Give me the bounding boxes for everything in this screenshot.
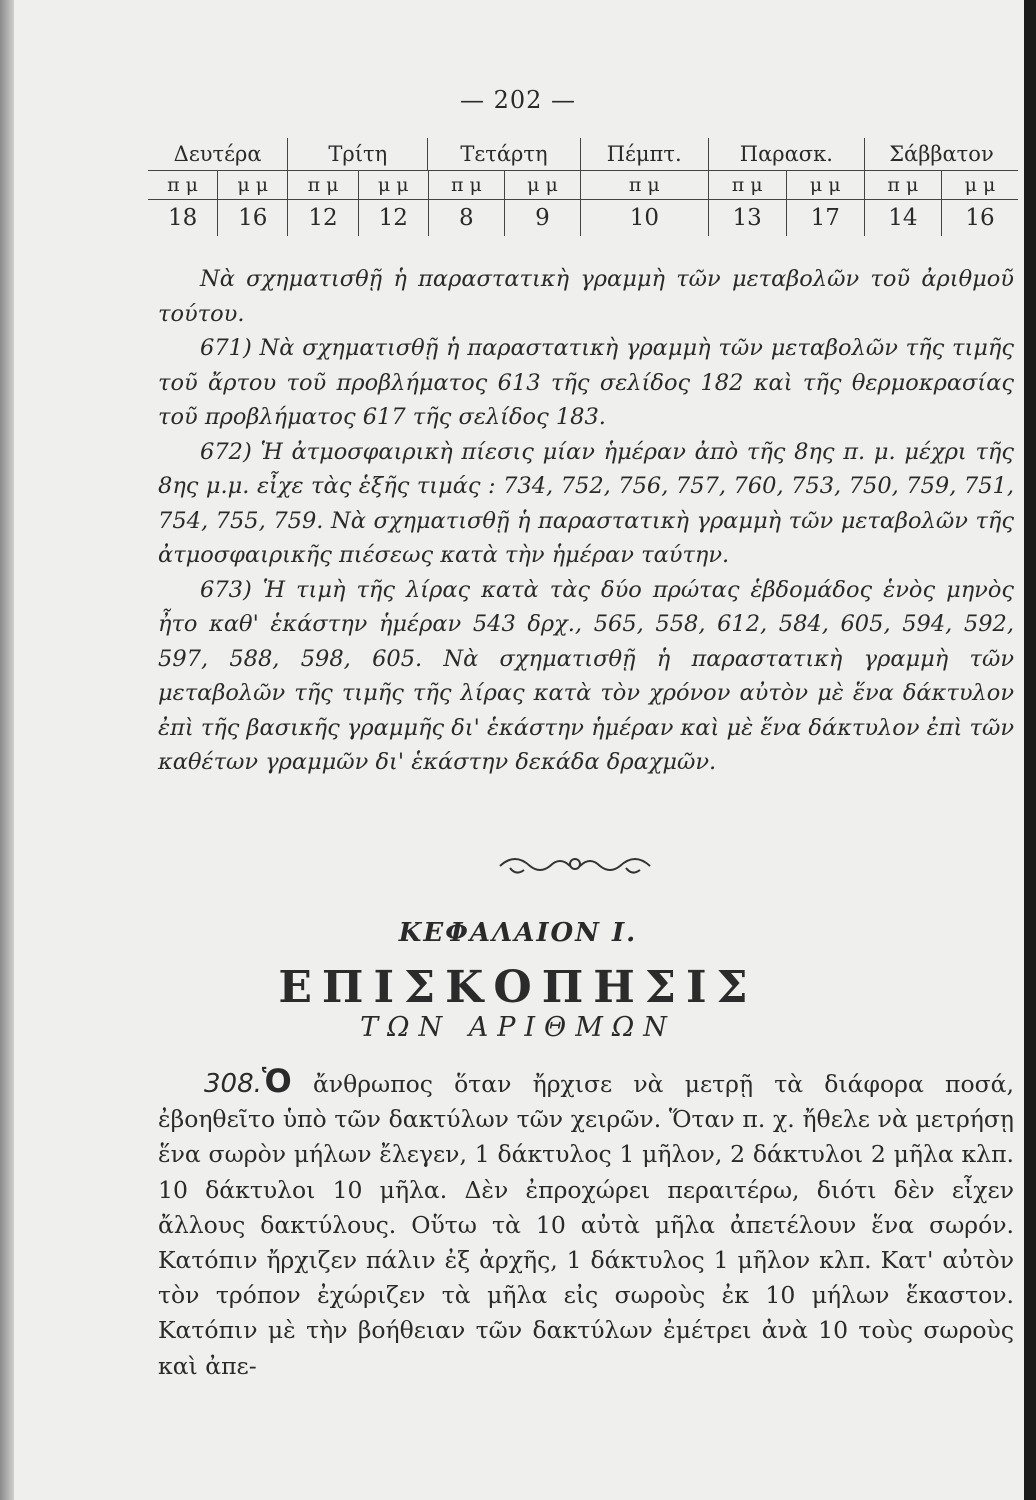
table-cell: 12 [359, 200, 429, 236]
pressure-table [148, 138, 1018, 236]
time-label: μ μ [359, 171, 429, 199]
table-subheader-row [148, 171, 1018, 200]
exercise-671: 671) Νὰ σχηματισθῇ ἡ παραστατικὴ γραμμὴ τῶν μεταβολῶν τῆς τιμῆς τοῦ ἄρτου τοῦ προβλήματος 613 τῆς σελίδος 182 καὶ τῆς θερμοκρασίας τοῦ προβλήματος 617 τῆς σελίδος 183. [158, 335, 1014, 430]
day-header: Παρασκ. [709, 138, 865, 170]
intro-paragraph: Νὰ σχηματισθῇ ἡ παραστατικὴ γραμμὴ τῶν μεταβολῶν τοῦ ἀριθμοῦ τούτου. [158, 266, 1014, 327]
day-header: Σάββατον [889, 142, 994, 166]
table-cell: 14 [865, 200, 942, 236]
time-label: π μ [148, 171, 218, 199]
table-cell: 9 [505, 200, 581, 236]
day-header: Τετάρτη [428, 138, 580, 170]
section-number: 308. [204, 1069, 262, 1099]
table-cell: 18 [148, 200, 218, 236]
chapter-subtitle: ΤΩΝ ΑΡΙΘΜΩΝ [360, 1012, 676, 1043]
table-cell: 16 [218, 200, 288, 236]
table-cell: 13 [709, 200, 787, 236]
table-cell: 8 [429, 200, 505, 236]
ornament-divider-icon [440, 842, 710, 886]
section-paragraph [158, 1064, 1014, 1384]
chapter-heading: ΚΕΦΑΛΑΙΟΝ Ι. [398, 918, 638, 948]
scan-border [1024, 0, 1036, 1500]
time-label: μ μ [218, 171, 288, 199]
drop-cap: Ὁ [261, 1062, 292, 1100]
time-label: π μ [865, 171, 942, 199]
table-cell: 16 [965, 205, 995, 231]
exercise-673: 673) Ἡ τιμὴ τῆς λίρας κατὰ τὰς δύο πρώτας ἑβδομάδος ἑνὸς μηνὸς ἦτο καθ' ἑκάστην ἡμέραν 543 δρχ., 565, 558, 612, 584, 605, 594, 592, 597, 588, 598, 605. Νὰ σχηματισθῇ ἡ παραστατικὴ γραμμὴ τῶν μεταβολῶν τῆς τιμῆς τῆς λίρας κατὰ τὸν χρόνον αὐτὸν μὲ ἕνα δάκτυλον ἐπὶ τῆς βασικῆς γραμμῆς δι' ἑκάστην ἡμέραν καὶ μὲ ἕνα δάκτυλον ἐπὶ τῶν καθέτων γραμμῶν δι' ἑκάστην δεκάδα δραχμῶν. [158, 576, 1014, 775]
table-cell: 17 [787, 200, 865, 236]
section-308 [158, 1064, 1014, 1384]
time-label: π μ [709, 171, 787, 199]
page-edge-shadow [0, 0, 14, 1500]
day-header: Πέμπτ. [581, 138, 709, 170]
time-label: μ μ [505, 171, 581, 199]
exercise-672: 672) Ἡ ἀτμοσφαιρικὴ πίεσις μίαν ἡμέραν ἀπὸ τῆς 8ης π. μ. μέχρι τῆς 8ης μ.μ. εἶχε τὰς ἑξῆς τιμάς : 734, 752, 756, 757, 760, 753, 750, 759, 751, 754, 755, 759. Νὰ σχηματισθῇ ἡ παραστατικὴ γραμμὴ τῶν μεταβολῶν τῆς ἀτμοσφαιρικῆς πιέσεως κατὰ τὴν ἡμέραν ταύτην. [158, 438, 1014, 568]
time-label: μ μ [787, 171, 865, 199]
table-cell: 12 [288, 200, 358, 236]
table-header-row [148, 138, 1018, 171]
chapter-title: ΕΠΙΣΚΟΠΗΣΙΣ [278, 962, 758, 1013]
section-text: ἄνθρωπος ὅταν ἤρχισε νὰ μετρῇ τὰ διάφορα ποσά, ἐβοηθεῖτο ὑπὸ τῶν δακτύλων τῶν χειρῶν. Ὅταν π. χ. ἤθελε νὰ μετρήσῃ ἕνα σωρὸν μήλων ἔλεγεν, 1 δάκτυλος 1 μῆλον, 2 δάκτυλοι 2 μῆλα κλπ. 10 δάκτυλοι 10 μῆλα. Δὲν ἐπροχώρει περαιτέρω, διότι δὲν εἶχεν ἄλλους δακτύλους. Οὕτω τὰ 10 αὐτὰ μῆλα ἀπετέλουν ἕνα σωρόν. Κατόπιν ἤρχιζεν πάλιν ἐξ ἀρχῆς, 1 δάκτυλος 1 μῆλον κλπ. Κατ' αὐτὸν τὸν τρόπον ἐχώριζεν τὰ μῆλα εἰς σωροὺς ἐκ 10 μήλων ἕκαστον. Κατόπιν μὲ τὴν βοήθειαν τῶν δακτύλων ἐμέτρει ἀνὰ 10 τοὺς σωροὺς καὶ ἀπε- [158, 1070, 1014, 1380]
table-values-row [148, 200, 1018, 236]
exercises-block [158, 262, 1014, 780]
page-number: — 202 — [459, 86, 577, 114]
time-label: π μ [288, 171, 358, 199]
table-cell: 10 [581, 200, 709, 236]
time-label: π μ [429, 171, 505, 199]
day-header: Δευτέρα [148, 138, 288, 170]
day-header: Τρίτη [288, 138, 428, 170]
time-label: π μ [581, 171, 709, 199]
time-label: μ μ [964, 174, 996, 196]
